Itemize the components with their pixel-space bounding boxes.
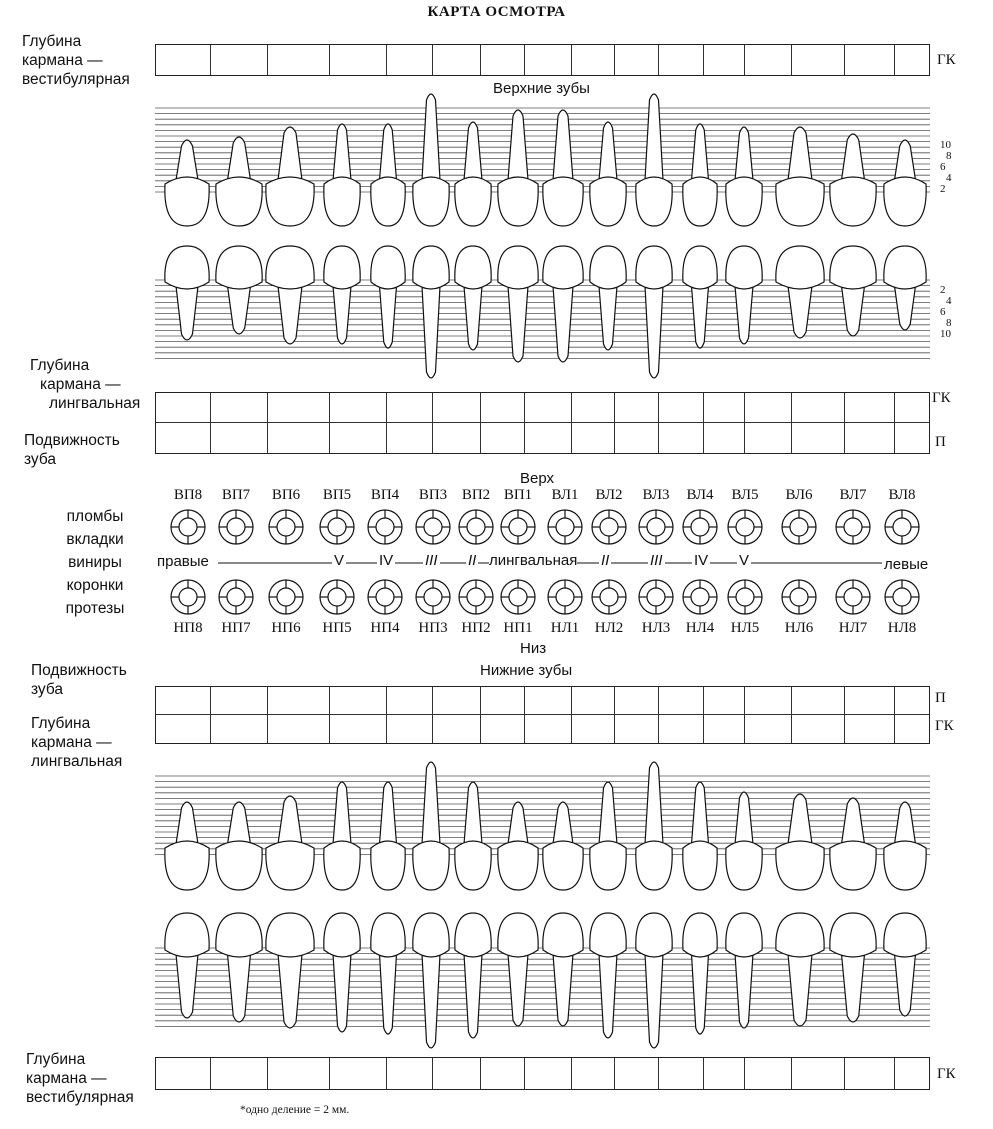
grid-cell[interactable] — [156, 687, 211, 715]
grid-cell[interactable] — [525, 1058, 572, 1089]
p-label: П — [935, 434, 946, 450]
grid-cell[interactable] — [572, 423, 615, 453]
upper-tooth-schema-circle — [683, 510, 717, 544]
grid-cell[interactable] — [845, 1058, 895, 1089]
upper-tooth-schema-circle — [320, 510, 354, 544]
upper-tooth-schema-circle — [368, 510, 402, 544]
grid-cell[interactable] — [330, 715, 388, 743]
grid-cell[interactable] — [268, 423, 330, 453]
tooth-code-label: ВП7 — [221, 487, 251, 503]
lower-teeth-heading: Нижние зубы — [480, 662, 573, 679]
scale-lower-2: 2 — [940, 284, 946, 296]
grid-cell[interactable] — [481, 715, 525, 743]
grid-cell[interactable] — [704, 1058, 746, 1089]
upper-tooth-schema-circle — [459, 510, 493, 544]
grid-cell[interactable] — [156, 1058, 211, 1089]
upper-tooth-schema-circle — [728, 510, 762, 544]
upper-tooth-lingual — [884, 246, 926, 330]
grid-cell[interactable] — [572, 393, 615, 423]
p-label-lower: П — [935, 690, 946, 706]
tooth-code-label: ВП2 — [461, 487, 491, 503]
roman-numeral-label: V — [739, 552, 750, 569]
grid-cell[interactable] — [330, 423, 388, 453]
lower-tooth-schema-circle — [459, 580, 493, 614]
grid-cell[interactable] — [156, 393, 211, 423]
lower-tooth-lingual — [726, 792, 762, 890]
upper-tooth-schema-circle — [269, 510, 303, 544]
scale-lower-10: 10 — [940, 328, 951, 340]
lower-tooth-schema-circle — [885, 580, 919, 614]
upper-tooth-lingual — [324, 246, 360, 344]
grid-cell[interactable] — [615, 393, 659, 423]
tooth-code-label: ВЛ4 — [686, 487, 714, 503]
upper-tooth-schema-circle — [171, 510, 205, 544]
label-depth-lingual-upper: Глубина кармана — лингвальная — [30, 357, 141, 412]
upper-tooth-schema-circle — [416, 510, 450, 544]
tooth-code-label: НП4 — [370, 620, 400, 636]
scale-upper-6: 6 — [940, 161, 946, 173]
upper-tooth-schema-circle — [639, 510, 673, 544]
upper-tooth-lingual — [455, 246, 491, 350]
grid-cell[interactable] — [845, 715, 895, 743]
grid-cell[interactable] — [745, 687, 792, 715]
grid-cell[interactable] — [615, 715, 659, 743]
upper-tooth-vestibular — [590, 122, 626, 226]
grid-cell[interactable] — [387, 423, 433, 453]
lower-tooth-schema-circle — [368, 580, 402, 614]
gk-label: ГК — [937, 52, 956, 68]
tooth-code-label: НП6 — [271, 620, 301, 636]
lower-tooth-vestibular — [498, 913, 538, 1026]
grid-cell[interactable] — [745, 1058, 792, 1089]
grid-cell[interactable] — [792, 423, 845, 453]
tooth-code-label: ВЛ7 — [839, 487, 867, 503]
grid-cell[interactable] — [792, 1058, 845, 1089]
upper-tooth-lingual — [590, 246, 626, 350]
lower-tooth-schema-circle — [639, 580, 673, 614]
tooth-code-label: НЛ7 — [838, 620, 868, 636]
right-side-label: правые — [157, 553, 209, 570]
grid-cell[interactable] — [704, 423, 746, 453]
upper-teeth-heading: Верхние зубы — [493, 80, 590, 97]
upper-tooth-vestibular — [543, 110, 583, 226]
roman-numeral-label: IV — [379, 552, 394, 569]
label-depth-lingual-lower: Глубина кармана — лингвальная — [31, 715, 123, 770]
grid-cell[interactable] — [268, 393, 330, 423]
grid-cell[interactable] — [433, 687, 481, 715]
grid-cell[interactable] — [845, 393, 895, 423]
grid-cell[interactable] — [387, 715, 433, 743]
tooth-code-label: ВЛ3 — [642, 487, 670, 503]
tooth-code-label: ВП1 — [503, 487, 533, 503]
grid-cell[interactable] — [211, 715, 268, 743]
scale-lower-6: 6 — [940, 306, 946, 318]
grid-cell[interactable] — [525, 393, 572, 423]
grid-cell[interactable] — [745, 423, 792, 453]
grid-cell[interactable] — [481, 687, 525, 715]
upper-tooth-lingual — [498, 246, 538, 362]
upper-tooth-schema-circle — [782, 510, 816, 544]
upper-tooth-schema-circle — [885, 510, 919, 544]
grid-cell[interactable] — [895, 423, 929, 453]
grid-cell[interactable] — [268, 1058, 330, 1089]
upper-tooth-lingual — [266, 246, 314, 344]
grid-cell[interactable] — [211, 393, 268, 423]
tooth-code-label: НЛ1 — [550, 620, 580, 636]
grid-cell[interactable] — [895, 687, 929, 715]
lower-tooth-vestibular — [590, 913, 626, 1038]
upper-tooth-schema-circle — [592, 510, 626, 544]
grid-cell[interactable] — [525, 715, 572, 743]
upper-tooth-vestibular — [830, 134, 876, 226]
tooth-code-label: НЛ5 — [730, 620, 760, 636]
tooth-code-label: ВЛ8 — [888, 487, 916, 503]
upper-tooth-schema-circle — [501, 510, 535, 544]
lower-tooth-schema-circle — [416, 580, 450, 614]
label-mobility-upper: Подвижность зуба — [24, 432, 120, 468]
tooth-code-label: ВП3 — [418, 487, 448, 503]
grid-cell[interactable] — [211, 687, 268, 715]
grid-cell[interactable] — [659, 1058, 704, 1089]
grid-cell[interactable] — [659, 687, 704, 715]
upper-tooth-vestibular — [216, 137, 262, 226]
lower-tooth-schema-circle — [269, 580, 303, 614]
footnote: *одно деление = 2 мм. — [240, 1104, 350, 1116]
upper-tooth-lingual — [543, 246, 583, 362]
grid-cell[interactable] — [792, 393, 845, 423]
grid-cell[interactable] — [845, 687, 895, 715]
grid-cell[interactable] — [659, 393, 704, 423]
grid-cell[interactable] — [572, 687, 615, 715]
grid-cell[interactable] — [156, 423, 211, 453]
tooth-code-label: НЛ6 — [784, 620, 814, 636]
grid-cell[interactable] — [481, 393, 525, 423]
roman-numeral-label: II — [601, 552, 610, 569]
grid-cell[interactable] — [433, 1058, 481, 1089]
lower-tooth-vestibular — [455, 913, 491, 1038]
tooth-code-label: ВЛ5 — [731, 487, 759, 503]
roman-numeral-label: II — [468, 552, 477, 569]
label-mobility-lower: Подвижность зуба — [31, 662, 127, 698]
upper-tooth-lingual — [726, 246, 762, 344]
lower-tooth-vestibular — [683, 913, 717, 1034]
grid-cell[interactable] — [525, 687, 572, 715]
upper-tooth-lingual — [165, 246, 209, 340]
tooth-code-label: НП2 — [461, 620, 491, 636]
tooth-code-label: НЛ8 — [887, 620, 917, 636]
upper-tooth-lingual — [776, 246, 824, 338]
roman-numeral-label: III — [650, 552, 663, 569]
grid-cell[interactable] — [387, 687, 433, 715]
grid-cell[interactable] — [704, 393, 746, 423]
grid-cell[interactable] — [433, 715, 481, 743]
gk-label-bottom: ГК — [937, 1066, 956, 1082]
upper-tooth-schema-circle — [548, 510, 582, 544]
grid-cell[interactable] — [792, 687, 845, 715]
mobility-and-depth-lingual-lower-grid[interactable] — [155, 686, 930, 744]
grid-cell[interactable] — [481, 423, 525, 453]
grid-cell[interactable] — [156, 715, 211, 743]
tooth-code-label: НЛ2 — [594, 620, 624, 636]
grid-cell[interactable] — [704, 715, 746, 743]
grid-cell[interactable] — [659, 423, 704, 453]
grid-cell[interactable] — [615, 1058, 659, 1089]
roman-numeral-label: V — [334, 552, 345, 569]
lower-tooth-vestibular — [371, 913, 405, 1034]
grid-cell[interactable] — [211, 423, 268, 453]
pocket-depth-lingual-upper-grid[interactable] — [155, 392, 930, 454]
grid-cell[interactable] — [330, 393, 388, 423]
grid-cell[interactable] — [745, 393, 792, 423]
grid-cell[interactable] — [433, 423, 481, 453]
grid-cell[interactable] — [792, 715, 845, 743]
grid-cell[interactable] — [845, 423, 895, 453]
tooth-code-label: НП7 — [221, 620, 251, 636]
lower-tooth-schema-circle — [782, 580, 816, 614]
grid-cell[interactable] — [895, 1058, 929, 1089]
grid-cell[interactable] — [745, 715, 792, 743]
label-depth-vestibular-bottom: Глубина кармана — вестибулярная — [26, 1051, 134, 1106]
grid-cell[interactable] — [387, 1058, 433, 1089]
tooth-code-label: ВП4 — [370, 487, 400, 503]
bottom-heading: Низ — [520, 640, 547, 657]
lower-tooth-schema-circle — [548, 580, 582, 614]
lower-tooth-vestibular — [830, 913, 876, 1022]
grid-cell[interactable] — [572, 715, 615, 743]
lower-tooth-vestibular — [165, 913, 209, 1018]
lower-tooth-schema-circle — [171, 580, 205, 614]
grid-cell[interactable] — [268, 715, 330, 743]
lower-tooth-schema-circle — [728, 580, 762, 614]
upper-tooth-vestibular — [498, 110, 538, 226]
tooth-code-label: НП5 — [322, 620, 352, 636]
left-side-label: левые — [884, 556, 929, 573]
tooth-code-label: НП8 — [173, 620, 203, 636]
lower-tooth-schema-circle — [219, 580, 253, 614]
tooth-code-label: ВЛ1 — [551, 487, 579, 503]
grid-cell[interactable] — [659, 715, 704, 743]
lower-tooth-lingual — [830, 798, 876, 890]
grid-cell[interactable] — [525, 423, 572, 453]
scale-upper-4: 4 — [946, 172, 952, 184]
grid-cell[interactable] — [211, 1058, 268, 1089]
scale-upper-10: 10 — [940, 139, 951, 151]
label-depth-vestibular-top: Глубина кармана — вестибулярная — [22, 33, 130, 88]
upper-tooth-schema-circle — [219, 510, 253, 544]
grid-cell[interactable] — [895, 715, 929, 743]
grid-cell[interactable] — [481, 1058, 525, 1089]
tooth-code-label: НП1 — [503, 620, 533, 636]
lower-tooth-vestibular — [413, 913, 449, 1048]
tooth-code-label: ВП6 — [271, 487, 301, 503]
grid-cell[interactable] — [895, 393, 929, 423]
tooth-code-label: ВП5 — [322, 487, 352, 503]
tooth-code-label: НЛ4 — [685, 620, 715, 636]
pocket-depth-vestibular-lower-grid[interactable] — [155, 1057, 930, 1090]
grid-cell[interactable] — [615, 687, 659, 715]
scale-upper-8: 8 — [946, 150, 952, 162]
roman-numeral-label: III — [425, 552, 438, 569]
lower-tooth-schema-circle — [683, 580, 717, 614]
roman-numeral-label: IV — [694, 552, 709, 569]
gk-label-lower: ГК — [935, 718, 954, 734]
lower-tooth-schema-circle — [592, 580, 626, 614]
grid-cell[interactable] — [387, 393, 433, 423]
tooth-code-label: ВЛ2 — [595, 487, 623, 503]
upper-tooth-schema-circle — [836, 510, 870, 544]
grid-cell[interactable] — [704, 687, 746, 715]
grid-cell[interactable] — [615, 423, 659, 453]
lower-tooth-vestibular — [216, 913, 262, 1022]
lingual-label: лингвальная — [489, 552, 578, 569]
lower-tooth-vestibular — [324, 913, 360, 1032]
lower-tooth-vestibular — [543, 913, 583, 1026]
grid-cell[interactable] — [572, 1058, 615, 1089]
upper-tooth-vestibular — [455, 122, 491, 226]
restoration-types-list: пломбы вкладки виниры коронки протезы — [65, 508, 125, 617]
tooth-code-label: НЛ3 — [641, 620, 671, 636]
tooth-code-label: НП3 — [418, 620, 448, 636]
grid-cell[interactable] — [268, 687, 330, 715]
grid-cell[interactable] — [330, 687, 388, 715]
gk-label-2: ГК — [932, 390, 951, 406]
scale-upper-2: 2 — [940, 183, 946, 195]
grid-cell[interactable] — [330, 1058, 388, 1089]
tooth-code-label: ВЛ6 — [785, 487, 813, 503]
scale-lower-8: 8 — [946, 317, 952, 329]
scale-lower-4: 4 — [946, 295, 952, 307]
grid-cell[interactable] — [433, 393, 481, 423]
lower-tooth-schema-circle — [836, 580, 870, 614]
top-heading: Верх — [520, 470, 555, 487]
tooth-code-label: ВП8 — [173, 487, 203, 503]
lower-tooth-vestibular — [636, 913, 672, 1048]
lower-tooth-schema-circle — [320, 580, 354, 614]
page-title: КАРТА ОСМОТРА — [427, 4, 566, 20]
upper-tooth-lingual — [216, 246, 262, 334]
lower-tooth-lingual — [776, 794, 824, 890]
lower-tooth-schema-circle — [501, 580, 535, 614]
lower-tooth-vestibular — [776, 913, 824, 1026]
